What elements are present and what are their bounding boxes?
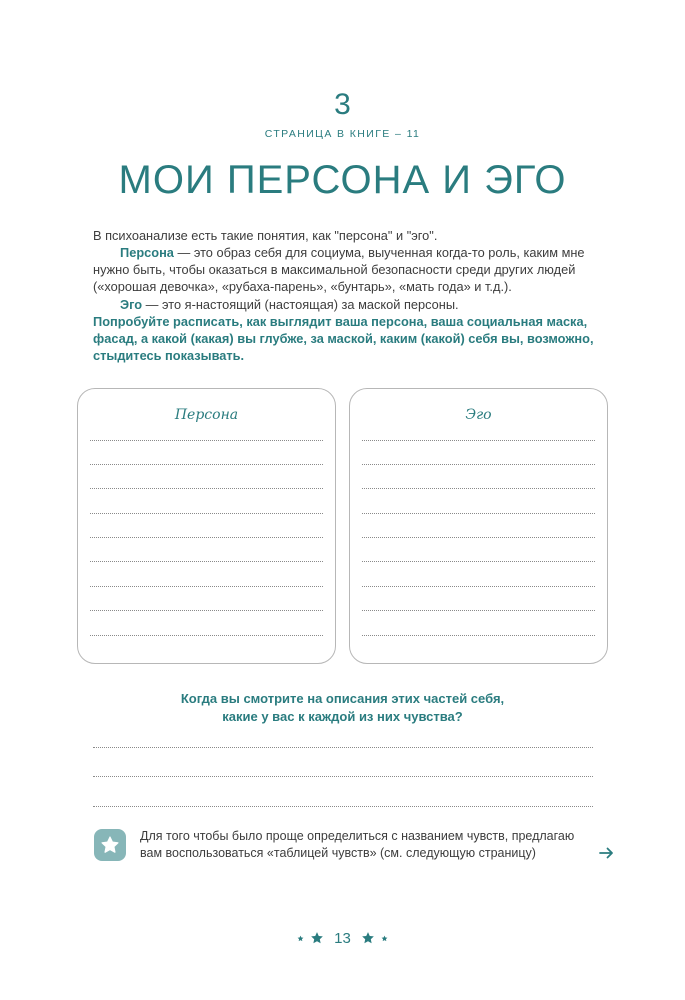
writing-line[interactable] <box>90 464 323 465</box>
question-line-2: какие у вас к каждой из них чувства? <box>222 709 463 724</box>
answer-line[interactable] <box>93 776 593 777</box>
small-star-icon <box>297 935 304 942</box>
page-reference: СТРАНИЦА В КНИГЕ – 11 <box>264 128 421 140</box>
writing-line[interactable] <box>362 610 595 611</box>
writing-line[interactable] <box>90 513 323 514</box>
task-instruction: Попробуйте расписать, как выглядит ваша персона, ваша социальная маска, фасад, а какой (какая) вы глубже, за маской, каким (какой) себя вы, возможно, стыдитесь показывать. <box>93 314 594 363</box>
feelings-question <box>0 690 685 726</box>
persona-definition-text: — это образ себя для социума, выученная когда-то роль, каким мне нужно быть, чтобы оказаться в максимальной безопасности среди других людей («хорошая девочка», «рубаха-парень», «бунтарь», «мать года» и т.д.). <box>93 245 585 294</box>
writing-line[interactable] <box>362 488 595 489</box>
answer-line[interactable] <box>93 747 593 748</box>
intro-line: В психоанализе есть такие понятия, как "персона" и "эго". <box>93 228 438 243</box>
ego-term: Эго <box>120 297 143 312</box>
chapter-number: 3 <box>334 88 351 121</box>
writing-line[interactable] <box>90 537 323 538</box>
writing-line[interactable] <box>90 586 323 587</box>
persona-box-title: Персона <box>174 407 239 423</box>
writing-line[interactable] <box>362 537 595 538</box>
writing-line[interactable] <box>362 635 595 636</box>
writing-line[interactable] <box>362 513 595 514</box>
tip-text: Для того чтобы было проще определиться с названием чувств, предлагаю вам воспользоваться «таблицей чувств» (см. следующую страницу) <box>140 829 575 860</box>
writing-line[interactable] <box>362 586 595 587</box>
persona-term: Персона <box>120 245 174 260</box>
writing-line[interactable] <box>362 464 595 465</box>
writing-line[interactable] <box>90 440 323 441</box>
question-line-1: Когда вы смотрите на описания этих частей себя, <box>180 691 505 706</box>
writing-line[interactable] <box>90 561 323 562</box>
ego-box-title: Эго <box>465 407 492 423</box>
small-star-icon <box>381 935 388 942</box>
page-footer <box>0 928 685 948</box>
writing-line[interactable] <box>90 488 323 489</box>
star-icon <box>361 931 375 945</box>
ego-definition-text: — это я-настоящий (настоящая) за маской персоны. <box>142 297 459 312</box>
writing-line[interactable] <box>90 635 323 636</box>
answer-line[interactable] <box>93 806 593 807</box>
star-icon <box>94 829 126 861</box>
page-title: МОИ ПЕРСОНА И ЭГО <box>118 158 567 202</box>
page-number: 13 <box>334 929 351 947</box>
persona-writing-box[interactable] <box>77 388 336 664</box>
ego-writing-box[interactable] <box>349 388 608 664</box>
writing-line[interactable] <box>362 440 595 441</box>
arrow-right-icon[interactable] <box>599 846 615 860</box>
persona-definition <box>93 244 598 295</box>
writing-line[interactable] <box>90 610 323 611</box>
star-icon <box>310 931 324 945</box>
ego-definition <box>93 296 598 313</box>
writing-line[interactable] <box>362 561 595 562</box>
